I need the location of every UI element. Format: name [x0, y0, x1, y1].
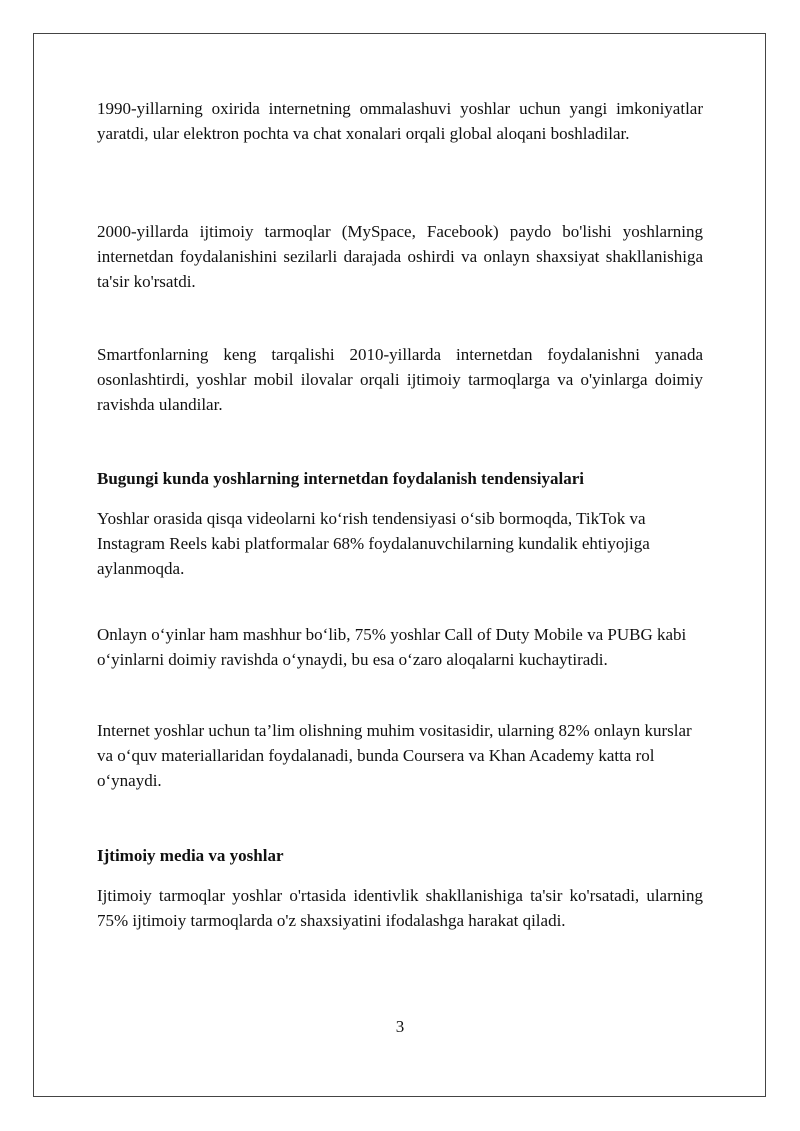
paragraph-short-videos: Yoshlar orasida qisqa videolarni ko‘rish tendensiyasi o‘sib bormoqda, TikTok va Instagram Reels kabi platformalar 68% foydalanuvchilarning kundalik ehtiyojiga aylanmoqda.: [97, 509, 650, 578]
page-number: 3: [395, 1017, 405, 1036]
paragraph-smartphones-2010s: Smartfonlarning keng tarqalishi 2010-yillarda internetdan foydalanishni yanada osonlashtirdi, yoshlar mobil ilovalar orqali ijtimoiy tarmoqlarga va o'yinlarga doimiy ravishda ulandilar.: [97, 345, 703, 414]
heading-trends: Bugungi kunda yoshlarning internetdan foydalanish tendensiyalari: [97, 469, 584, 488]
paragraph-identity: Ijtimoiy tarmoqlar yoshlar o'rtasida identivlik shakllanishiga ta'sir ko'rsatadi, ularning 75% ijtimoiy tarmoqlarda o'z shaxsiyatini ifodalashga harakat qiladi.: [97, 886, 703, 930]
paragraph-online-education: Internet yoshlar uchun ta’lim olishning muhim vositasidir, ularning 82% onlayn kurslar va o‘quv materiallaridan foydalanadi, bunda Coursera va Khan Academy katta rol o‘ynaydi.: [97, 721, 692, 790]
paragraph-online-games: Onlayn o‘yinlar ham mashhur bo‘lib, 75% yoshlar Call of Duty Mobile va PUBG kabi o‘yinlarni doimiy ravishda o‘ynaydi, bu esa o‘zaro aloqalarni kuchaytiradi.: [97, 625, 687, 669]
paragraph-internet-1990s: 1990-yillarning oxirida internetning ommalashuvi yoshlar uchun yangi imkoniyatlar yaratdi, ular elektron pochta va chat xonalari orqali global aloqani boshladilar.: [97, 99, 703, 143]
paragraph-social-networks-2000s: 2000-yillarda ijtimoiy tarmoqlar (MySpace, Facebook) paydo bo'lishi yoshlarning internetdan foydalanishini sezilarli darajada oshirdi va onlayn shaxsiyat shakllanishiga ta'sir ko'rsatdi.: [97, 222, 703, 291]
heading-social-media: Ijtimoiy media va yoshlar: [97, 846, 284, 865]
